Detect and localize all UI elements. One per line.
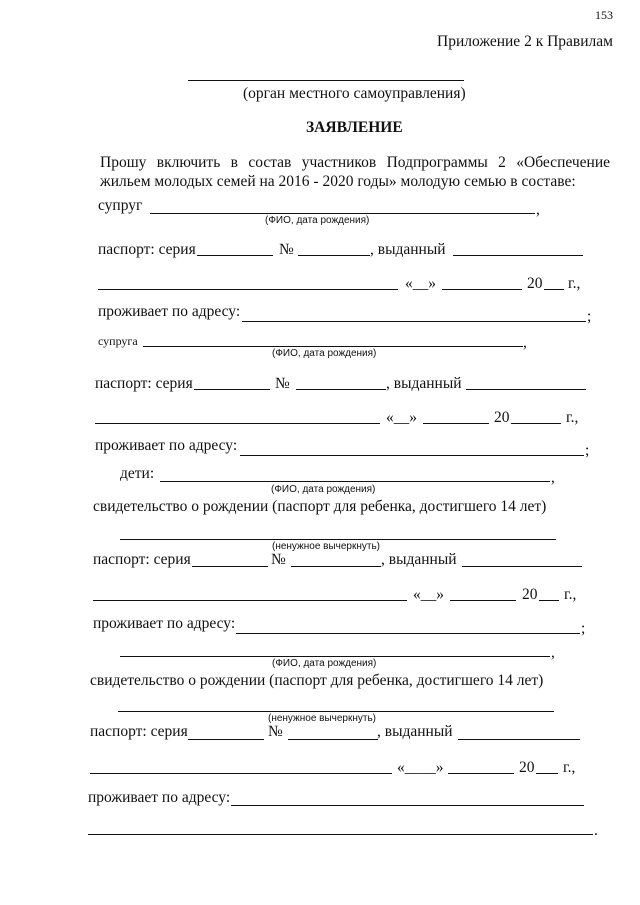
page-number: 153 <box>595 8 613 22</box>
spouse-f-year-prefix: 20 <box>494 409 510 426</box>
child1-comma: , <box>551 469 555 486</box>
spouse-m-semicolon: ; <box>587 308 592 325</box>
child1-fio-caption: (ФИО, дата рождения) <box>271 484 376 495</box>
child2-cert-line[interactable] <box>118 711 554 712</box>
spouse-m-address-line[interactable] <box>242 321 586 322</box>
spouse-m-fio-caption: (ФИО, дата рождения) <box>265 215 370 226</box>
child1-month-line[interactable] <box>450 600 516 601</box>
intro-line-2: жильем молодых семей на 2016 - 2020 годы» молодую семью в составе: <box>100 173 576 190</box>
spouse-f-series-line[interactable] <box>194 389 270 390</box>
spouse-f-year-suffix: г., <box>566 409 579 426</box>
spouse-m-fio-line[interactable] <box>150 213 535 214</box>
spouse-f-address-label: проживает по адресу: <box>95 437 238 454</box>
child1-issued-line[interactable] <box>462 566 582 567</box>
spouse-m-issuer-line[interactable] <box>98 289 398 290</box>
intro-line-1: Прошу включить в состав участников Подпрограммы 2 «Обеспечение <box>100 154 610 171</box>
child2-fio-line[interactable] <box>120 656 550 657</box>
child1-cross-out-caption: (ненужное вычеркнуть) <box>272 541 381 552</box>
appendix-label: Приложение 2 к Правилам <box>437 33 613 50</box>
child1-passport-label: паспорт: серия <box>93 551 191 568</box>
child1-cert-line[interactable] <box>120 539 556 540</box>
child2-month-line[interactable] <box>448 773 514 774</box>
spouse-f-month-line[interactable] <box>423 423 489 424</box>
spouse-f-issued-label: , выданный <box>386 375 462 392</box>
child1-year-prefix: 20 <box>522 586 538 603</box>
child2-fio-caption: (ФИО, дата рождения) <box>272 658 377 669</box>
child2-address-line-2[interactable] <box>88 834 593 835</box>
child2-passport-label: паспорт: серия <box>90 723 188 740</box>
child1-year-suffix: г., <box>564 586 577 603</box>
spouse-m-series-line[interactable] <box>197 255 273 256</box>
spouse-m-issued-label: , выданный <box>370 241 446 258</box>
child2-year-line[interactable] <box>536 773 558 774</box>
spouse-f-semicolon: ; <box>585 442 590 459</box>
spouse-f-number-sign: № <box>275 375 290 392</box>
child1-issuer-line[interactable] <box>93 600 407 601</box>
child2-address-label: проживает по адресу: <box>88 789 231 806</box>
child1-date-open: «__» <box>413 586 444 603</box>
spouse-f-passport-label: паспорт: серия <box>95 375 193 392</box>
child1-address-label: проживает по адресу: <box>93 615 236 632</box>
spouse-m-month-line[interactable] <box>442 289 522 290</box>
child1-fio-line[interactable] <box>160 481 550 482</box>
spouse-m-number-line[interactable] <box>298 255 370 256</box>
child2-series-line[interactable] <box>188 739 264 740</box>
child2-year-prefix: 20 <box>519 759 535 776</box>
child2-number-line[interactable] <box>288 739 378 740</box>
child2-issued-label: , выданный <box>377 723 453 740</box>
spouse-m-year-prefix: 20 <box>527 275 543 292</box>
spouse-m-date-open: «__» <box>405 275 436 292</box>
spouse-f-issuer-line[interactable] <box>95 423 380 424</box>
spouse-m-issued-line[interactable] <box>453 255 583 256</box>
spouse-f-issued-line[interactable] <box>466 389 586 390</box>
spouse-m-address-label: проживает по адресу: <box>98 303 241 320</box>
org-caption: (орган местного самоуправления) <box>243 85 466 102</box>
spouse-f-date-open: «__» <box>386 409 417 426</box>
intro-paragraph <box>100 153 610 191</box>
child1-number-sign: № <box>271 551 286 568</box>
child2-year-suffix: г., <box>563 759 576 776</box>
org-field-line[interactable] <box>188 80 464 81</box>
child1-year-line[interactable] <box>539 600 559 601</box>
child2-issuer-line[interactable] <box>90 773 392 774</box>
spouse-m-passport-label: паспорт: серия <box>98 241 196 258</box>
spouse-f-fio-line[interactable] <box>143 346 523 347</box>
child2-address-line[interactable] <box>231 805 584 806</box>
spouse-f-fio-caption: (ФИО, дата рождения) <box>272 348 377 359</box>
spouse-m-comma: , <box>536 201 540 218</box>
child1-semicolon: ; <box>581 620 586 637</box>
spouse-m-year-suffix: г., <box>568 275 581 292</box>
child1-number-line[interactable] <box>291 566 381 567</box>
spouse-m-number-sign: № <box>279 241 294 258</box>
child1-address-line[interactable] <box>236 633 580 634</box>
child1-issued-label: , выданный <box>381 551 457 568</box>
spouse-m-year-line[interactable] <box>544 289 564 290</box>
spouse-f-year-line[interactable] <box>511 423 561 424</box>
document-title: ЗАЯВЛЕНИЕ <box>306 119 403 136</box>
final-period: . <box>594 822 598 839</box>
child2-comma: , <box>551 644 555 661</box>
spouse-f-label: супруга <box>98 334 138 348</box>
child1-birth-cert-label: свидетельство о рождении (паспорт для ребенка, достигшего 14 лет) <box>93 498 547 515</box>
child2-cross-out-caption: (ненужное вычеркнуть) <box>268 713 377 724</box>
spouse-m-label: супруг <box>98 197 143 214</box>
child2-number-sign: № <box>268 723 283 740</box>
spouse-f-number-line[interactable] <box>296 389 386 390</box>
spouse-f-comma: , <box>523 334 527 351</box>
spouse-f-address-line[interactable] <box>240 455 584 456</box>
child2-birth-cert-label: свидетельство о рождении (паспорт для ребенка, достигшего 14 лет) <box>90 672 544 689</box>
child1-series-line[interactable] <box>192 566 268 567</box>
child2-date-open: «____» <box>397 759 444 776</box>
children-label: дети: <box>120 465 155 482</box>
child2-issued-line[interactable] <box>458 739 580 740</box>
